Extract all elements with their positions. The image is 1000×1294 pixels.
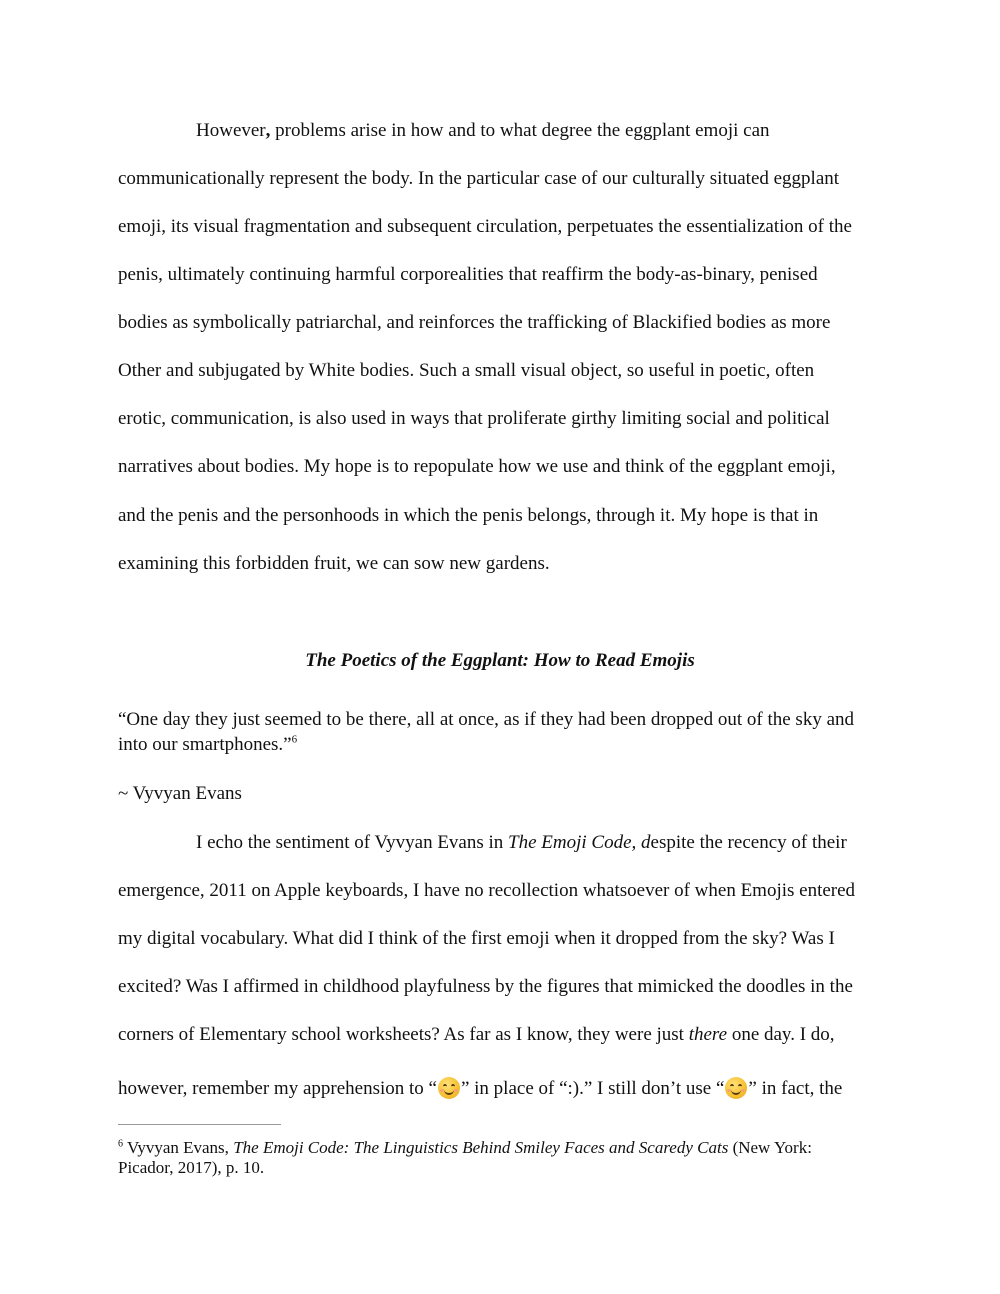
footnote-book-title: The Emoji Code: The Linguistics Behind Smiley Faces and Scaredy Cats: [233, 1138, 729, 1157]
paragraph-1-line-6: Other and subjugated by White bodies. Such a small visual object, so useful in poetic, often: [118, 360, 815, 381]
text-run: However: [196, 120, 266, 141]
paragraph-1-line-7: erotic, communication, is also used in ways that proliferate girthy limiting social and political: [118, 408, 830, 429]
paragraph-2-line-6: [118, 1077, 842, 1101]
epigraph-attribution: ~ Vyvyan Evans: [118, 783, 242, 804]
paragraph-1-line-4: penis, ultimately continuing harmful corporealities that reaffirm the body-as-binary, penised: [118, 264, 818, 285]
paragraph-1-line-8: narratives about bodies. My hope is to repopulate how we use and think of the eggplant emoji,: [118, 456, 836, 477]
smiling-face-emoji-icon: [725, 1077, 747, 1099]
text-run: (New York:: [728, 1138, 812, 1157]
epigraph-line-1: “One day they just seemed to be there, all at once, as if they had been dropped out of the sky and: [118, 709, 855, 730]
paragraph-2-line-4: excited? Was I affirmed in childhood playfulness by the figures that mimicked the doodles in the: [118, 976, 853, 997]
text-run: one day. I do,: [727, 1024, 835, 1045]
epigraph-line-2: [118, 733, 297, 757]
footnote-line-1: [118, 1137, 898, 1158]
text-run: Vyvyan Evans,: [123, 1138, 234, 1157]
section-heading: The Poetics of the Eggplant: How to Read Emojis: [305, 650, 695, 671]
text-run: espite the recency of their: [650, 832, 847, 853]
book-title-italic: The Emoji Code, d: [508, 832, 651, 853]
paragraph-1-line-10: examining this forbidden fruit, we can sow new gardens.: [118, 553, 550, 574]
text-run: into our smartphones.”: [118, 734, 292, 755]
text-run: however, remember my apprehension to “: [118, 1078, 437, 1099]
emphasis-italic: there: [688, 1024, 728, 1045]
bold-comma: ,: [265, 120, 271, 141]
text-run: problems arise in how and to what degree the eggplant emoji can: [270, 120, 770, 141]
footnote-line-2: Picador, 2017), p. 10.: [118, 1158, 265, 1177]
text-run: ” in fact, the: [748, 1078, 843, 1099]
paragraph-2-line-5: [118, 1023, 835, 1047]
paragraph-1-line-9: and the penis and the personhoods in which the penis belongs, through it. My hope is that in: [118, 505, 819, 526]
paragraph-1-line-5: bodies as symbolically patriarchal, and reinforces the trafficking of Blackified bodies as more: [118, 312, 831, 333]
text-run: I echo the sentiment of Vyvyan Evans in: [196, 832, 509, 853]
paragraph-1-line-1: [196, 119, 770, 143]
smiling-face-emoji-icon: [438, 1077, 460, 1099]
footnote-number: 6: [118, 1138, 123, 1150]
footnote-separator: [118, 1124, 281, 1125]
paragraph-1-line-3: emoji, its visual fragmentation and subsequent circulation, perpetuates the essentialization of the: [118, 216, 852, 237]
paragraph-1-line-2: communicationally represent the body. In the particular case of our culturally situated eggplant: [118, 168, 840, 189]
paragraph-2-line-2: emergence, 2011 on Apple keyboards, I have no recollection whatsoever of when Emojis entered: [118, 880, 856, 901]
text-run: corners of Elementary school worksheets? As far as I know, they were just: [118, 1024, 689, 1045]
footnote-reference[interactable]: 6: [291, 733, 298, 746]
paragraph-2-line-3: my digital vocabulary. What did I think of the first emoji when it dropped from the sky? Was I: [118, 928, 835, 949]
text-run: ” in place of “:).” I still don’t use “: [460, 1078, 725, 1099]
paragraph-2-line-1: [196, 831, 847, 855]
